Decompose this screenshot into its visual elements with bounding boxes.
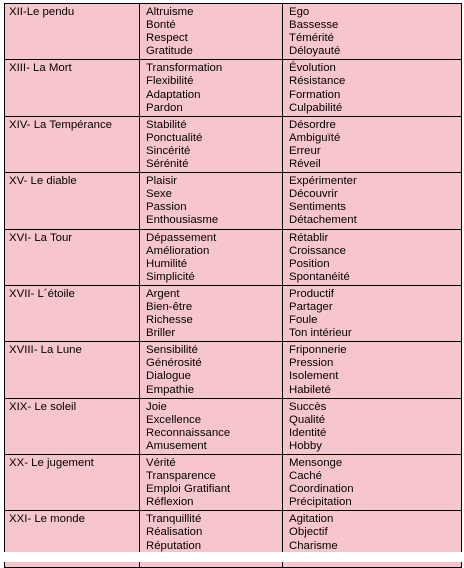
card-name-cell — [5, 4, 140, 60]
quality-item: Tranquillité — [146, 513, 202, 526]
quality-item: Vérité — [146, 457, 176, 469]
flaw-item: Erreur — [289, 144, 321, 157]
table-row — [5, 4, 462, 60]
flaw-item: Sentiments — [289, 201, 346, 214]
page-margin — [0, 552, 464, 562]
flaw-item: Croissance — [289, 244, 346, 257]
tarot-table — [4, 3, 462, 568]
quality-item: Emploi Gratifiant — [146, 483, 231, 496]
card-name: XVII- L´étoile — [9, 287, 75, 300]
flaws-cell — [283, 173, 462, 229]
quality-item: Réalisation — [146, 526, 203, 539]
quality-item: Reconnaissance — [146, 426, 231, 439]
quality-item: Dialogue — [146, 370, 191, 383]
flaw-item: Objectif — [289, 526, 328, 539]
flaw-item: Détachement — [289, 214, 357, 227]
flaw-item: Partager — [289, 300, 333, 313]
flaw-item: Caché — [289, 470, 322, 483]
flaw-item: Succès — [289, 400, 327, 413]
quality-item: Ponctualité — [146, 131, 203, 144]
qualities-cell — [140, 116, 283, 172]
quality-item: Excellence — [146, 413, 202, 426]
flaw-item: Charisme — [289, 539, 338, 552]
card-name-cell — [5, 229, 140, 285]
quality-item: Altruisme — [146, 6, 194, 18]
quality-item: Amusement — [146, 439, 207, 452]
card-name: XVI- La Tour — [9, 231, 73, 244]
quality-item: Enthousiasme — [146, 214, 219, 227]
table-row — [5, 173, 462, 229]
quality-item: Humilité — [146, 257, 188, 270]
qualities-cell — [140, 455, 283, 511]
flaw-item: Coordination — [289, 483, 354, 496]
flaw-item: Culpabilité — [289, 101, 343, 114]
flaws-cell — [283, 4, 462, 60]
table-row — [5, 398, 462, 454]
flaw-item: Spontanéité — [289, 270, 350, 283]
card-name-cell — [5, 116, 140, 172]
quality-item: Dépassement — [146, 231, 217, 244]
quality-item: Empathie — [146, 383, 195, 396]
flaw-item: Ambiguïté — [289, 131, 341, 144]
flaw-item: Hobby — [289, 439, 322, 452]
quality-item: Réputation — [146, 539, 202, 552]
flaw-item: Témérité — [289, 32, 334, 45]
quality-item: Respect — [146, 32, 188, 45]
card-name-cell — [5, 60, 140, 116]
flaw-item: Évolution — [289, 62, 336, 75]
quality-item: Passion — [146, 201, 187, 214]
flaw-item: Formation — [289, 88, 341, 101]
quality-item: Bonté — [146, 19, 176, 32]
card-name: XII-Le pendu — [9, 6, 75, 18]
flaws-cell — [283, 455, 462, 511]
quality-item: Sexe — [146, 188, 172, 201]
quality-item: Flexibilité — [146, 75, 194, 88]
flaw-item: Position — [289, 257, 330, 270]
flaw-item: Ego — [289, 6, 310, 18]
flaw-item: Désordre — [289, 118, 336, 131]
flaw-item: Réveil — [289, 158, 321, 171]
quality-item: Bien-être — [146, 300, 193, 313]
card-name: XIII- La Mort — [9, 62, 72, 75]
qualities-cell — [140, 285, 283, 341]
card-name-cell — [5, 455, 140, 511]
quality-item: Richesse — [146, 314, 193, 327]
flaw-item: Déloyauté — [289, 45, 341, 58]
quality-item: Sincérité — [146, 144, 191, 157]
card-name-cell — [5, 285, 140, 341]
qualities-cell — [140, 398, 283, 454]
quality-item: Sensibilité — [146, 344, 198, 357]
qualities-cell — [140, 342, 283, 398]
flaw-item: Ton intérieur — [289, 327, 352, 340]
qualities-cell — [140, 4, 283, 60]
card-name: XXI- Le monde — [9, 513, 85, 526]
flaw-item: Bassesse — [289, 19, 339, 32]
quality-item: Amélioration — [146, 244, 210, 257]
flaw-item: Découvrir — [289, 188, 338, 201]
tarot-table-body — [5, 4, 462, 568]
quality-item: Transparence — [146, 470, 216, 483]
flaws-cell — [283, 60, 462, 116]
card-name-cell — [5, 398, 140, 454]
qualities-cell — [140, 173, 283, 229]
flaw-item: Précipitation — [289, 496, 352, 509]
flaws-cell — [283, 229, 462, 285]
quality-item: Joie — [146, 400, 167, 413]
qualities-cell — [140, 60, 283, 116]
card-name: XVIII- La Lune — [9, 344, 82, 357]
quality-item: Pardon — [146, 101, 183, 114]
flaw-item: Habileté — [289, 383, 331, 396]
flaw-item: Foule — [289, 314, 318, 327]
card-name: XIV- La Tempérance — [9, 118, 112, 131]
card-name-cell — [5, 342, 140, 398]
card-name-cell — [5, 173, 140, 229]
quality-item: Gratitude — [146, 45, 193, 58]
flaw-item: Expérimenter — [289, 175, 357, 188]
flaws-cell — [283, 342, 462, 398]
table-row — [5, 229, 462, 285]
flaw-item: Mensonge — [289, 457, 343, 469]
flaws-cell — [283, 116, 462, 172]
quality-item: Transformation — [146, 62, 223, 75]
flaw-item: Agitation — [289, 513, 334, 526]
table-row — [5, 285, 462, 341]
table-row — [5, 116, 462, 172]
flaw-item: Pression — [289, 357, 334, 370]
flaw-item: Identité — [289, 426, 327, 439]
flaw-item: Rétablir — [289, 231, 329, 244]
card-name: XV- Le diable — [9, 175, 77, 188]
flaw-item: Isolement — [289, 370, 339, 383]
document-page — [4, 3, 461, 568]
quality-item: Générosité — [146, 357, 202, 370]
quality-item: Sérénité — [146, 158, 189, 171]
qualities-cell — [140, 229, 283, 285]
quality-item: Stabilité — [146, 118, 187, 131]
quality-item: Adaptation — [146, 88, 201, 101]
flaw-item: Résistance — [289, 75, 346, 88]
card-name: XX- Le jugement — [9, 457, 94, 469]
flaws-cell — [283, 398, 462, 454]
quality-item: Plaisir — [146, 175, 178, 188]
card-name: XIX- Le soleil — [9, 400, 77, 413]
table-row — [5, 60, 462, 116]
flaw-item: Productif — [289, 287, 334, 300]
quality-item: Simplicité — [146, 270, 195, 283]
quality-item: Réflexion — [146, 496, 194, 509]
flaw-item: Friponnerie — [289, 344, 347, 357]
quality-item: Briller — [146, 327, 176, 340]
table-row — [5, 342, 462, 398]
quality-item: Argent — [146, 287, 180, 300]
flaws-cell — [283, 285, 462, 341]
flaw-item: Qualité — [289, 413, 326, 426]
table-row — [5, 455, 462, 511]
